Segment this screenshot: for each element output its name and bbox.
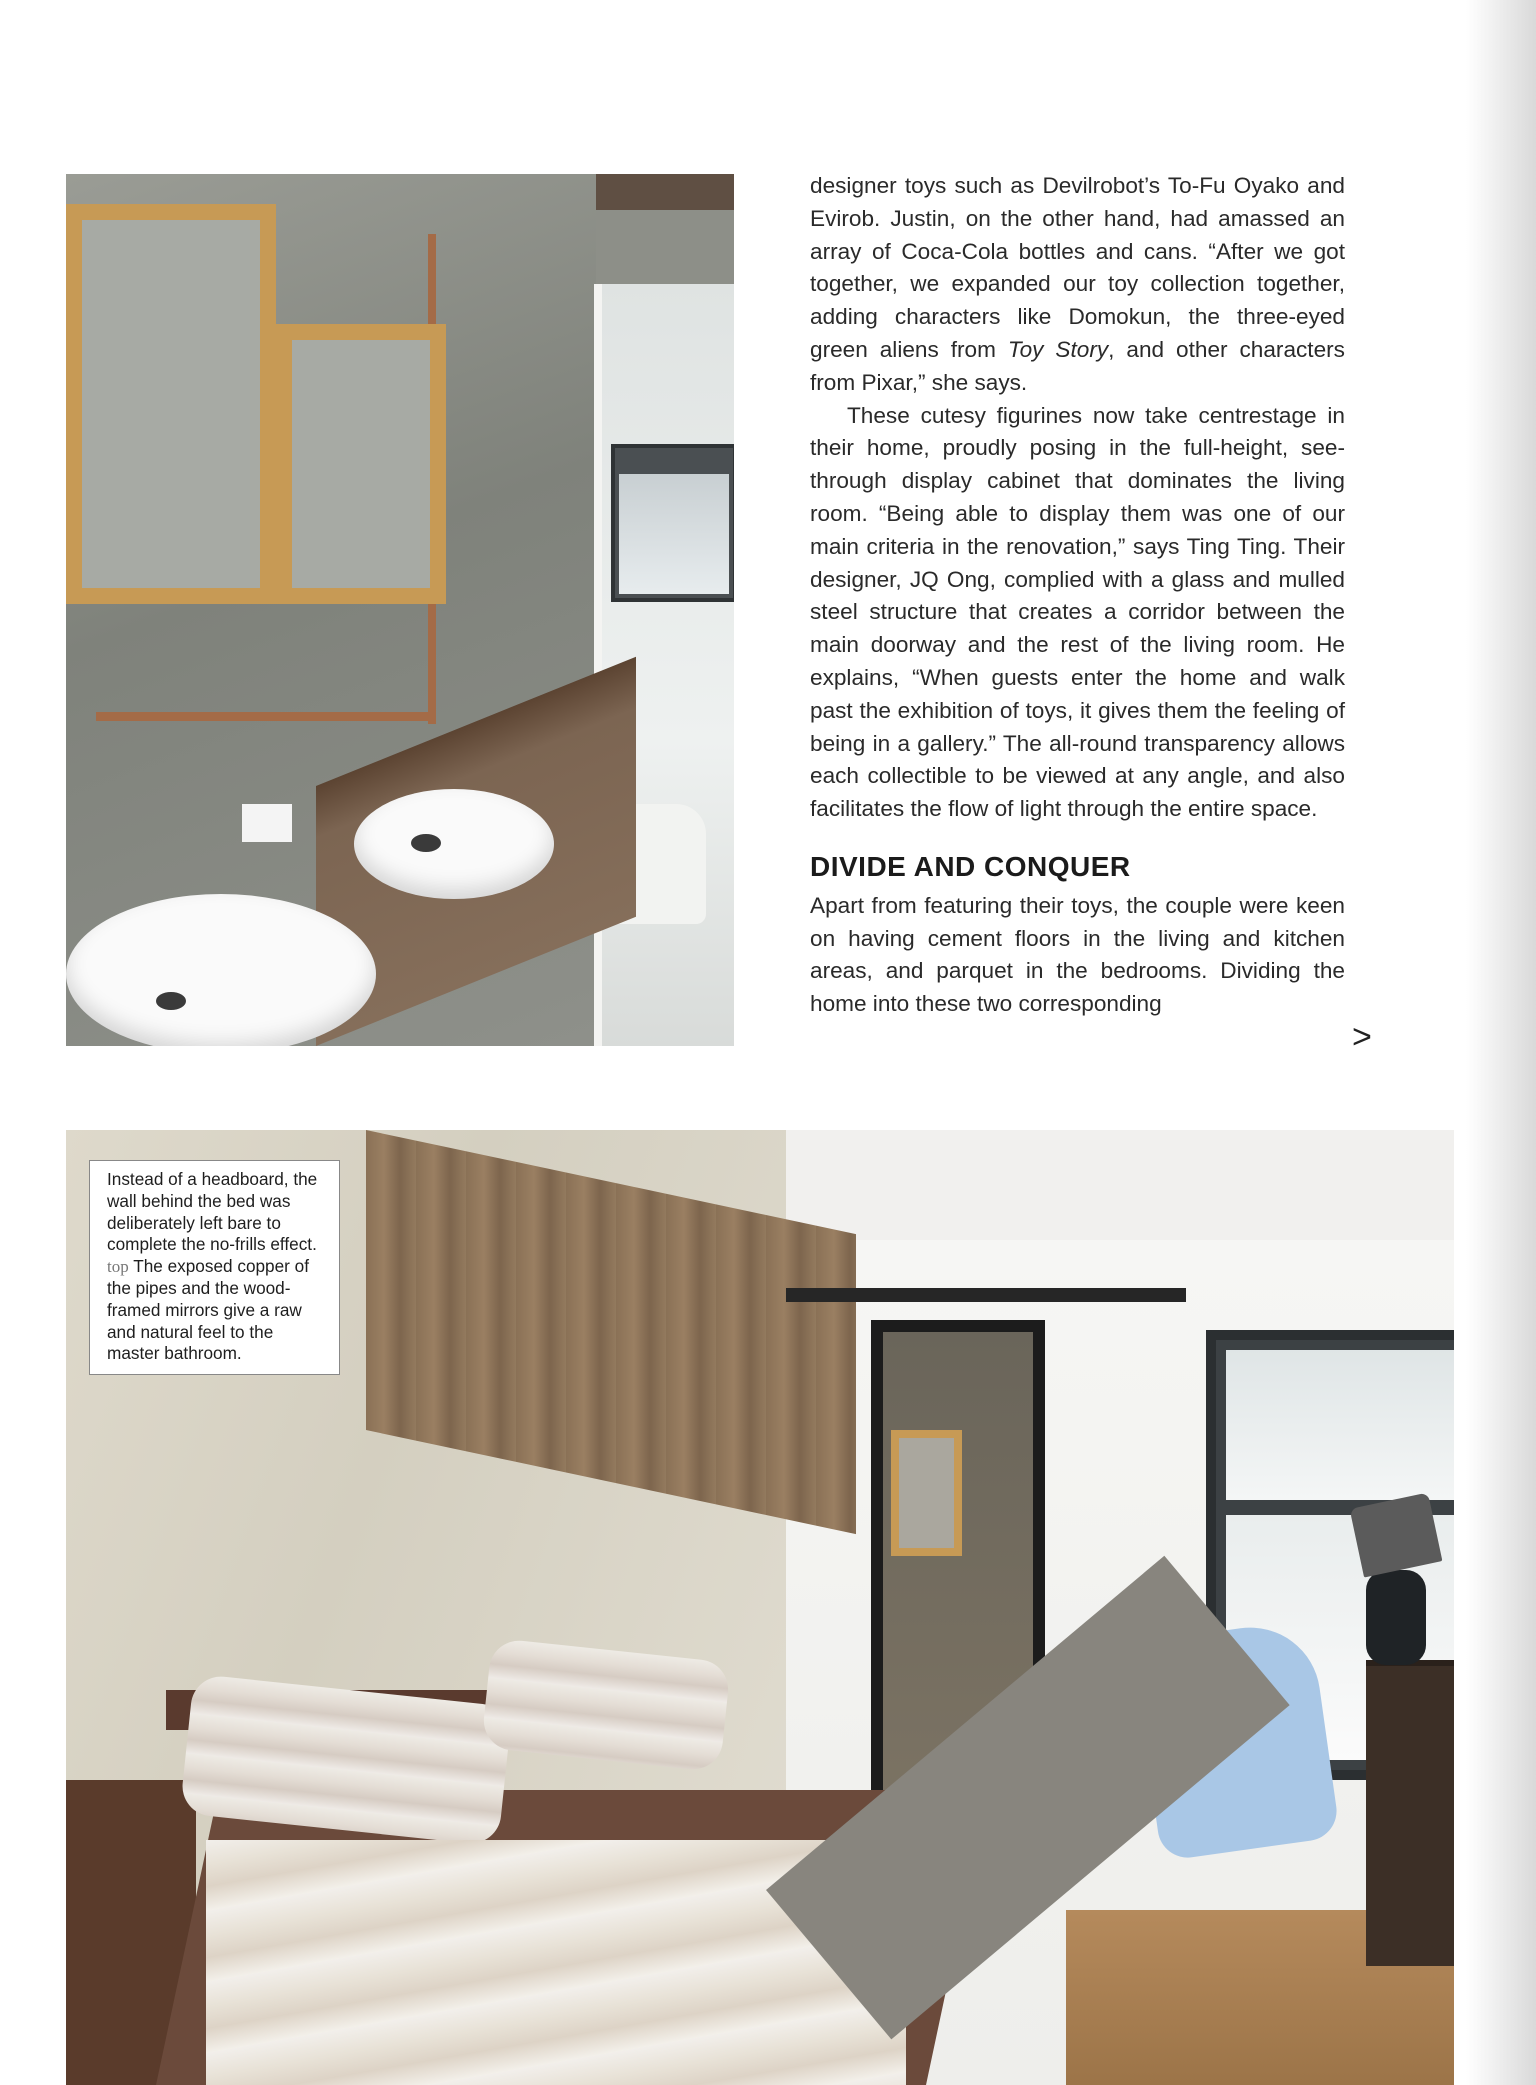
side-cabinet	[1366, 1660, 1454, 1966]
paragraph-3: Apart from featuring their toys, the couple were keen on having cement floors in the living and kitchen areas, and parquet in the bedrooms. Dividing the home into these two corresponding	[810, 892, 1345, 1017]
bedroom-ceiling	[786, 1130, 1454, 1240]
basin-back-drain	[411, 834, 441, 852]
paragraph-1-text-a: designer toys such as Devilrobot’s To-Fu Oyako and Evirob. Justin, on the other hand, had amassed an array of Coca-Cola bottles and cans. “After we got together, we expanded our toy collection together, adding characters like Domokun, the three-eyed green aliens from	[810, 173, 1345, 362]
basin-front	[66, 894, 376, 1046]
paragraph-2: These cutesy figurines now take centrestage in their home, proudly posing in the full-height, see-through display cabinet that dominates the living room. “Being able to display them was one of our main criteria in the renovation,” says Ting Ting. Their designer, JQ Ong, complied with a glass and mulled steel structure that creates a corridor between the main doorway and the rest of the living room. He explains, “When guests enter the home and walk past the exhibition of toys, it gives them the feeling of being in a gallery.” The all-round transparency allows each collectible to be viewed at any angle, and also facilitates the flow of light through the entire space.	[810, 402, 1345, 822]
paragraph-1	[810, 170, 1345, 400]
copper-pipe-horizontal	[96, 712, 436, 721]
caption-part-1: Instead of a headboard, the wall behind the bed was deliberately left bare to complete the no-frills effect.	[107, 1169, 318, 1255]
basin-front-drain	[156, 992, 186, 1010]
article-text	[810, 170, 1345, 1021]
window-pane-top	[1226, 1350, 1454, 1500]
caption-text	[107, 1169, 317, 1363]
basin-back	[354, 789, 554, 899]
caption-part-2: The exposed copper of the pipes and the wood-framed mirrors give a raw and natural feel to the master bathroom.	[107, 1256, 310, 1364]
page-edge-shadow	[1466, 0, 1536, 2085]
wood-framed-mirror-left	[66, 204, 276, 604]
black-pipe-beam	[786, 1288, 1186, 1302]
paragraph-1-italic: Toy Story	[1007, 336, 1109, 362]
doorway-mirror-reflection	[891, 1430, 962, 1556]
photo-caption	[89, 1160, 340, 1375]
paragraph-1-text-b: , and other characters from Pixar,” she says.	[810, 336, 1345, 395]
wood-framed-mirror-right	[276, 324, 446, 604]
shower-window	[611, 444, 734, 602]
section-heading: DIVIDE AND CONQUER	[810, 850, 1131, 882]
bathroom-photo	[66, 174, 734, 1046]
lamp-base	[1366, 1570, 1426, 1665]
caption-top-tag: top	[107, 1257, 129, 1277]
continue-arrow-icon: >	[1352, 1018, 1372, 1056]
toothbrush-cup	[242, 804, 292, 842]
